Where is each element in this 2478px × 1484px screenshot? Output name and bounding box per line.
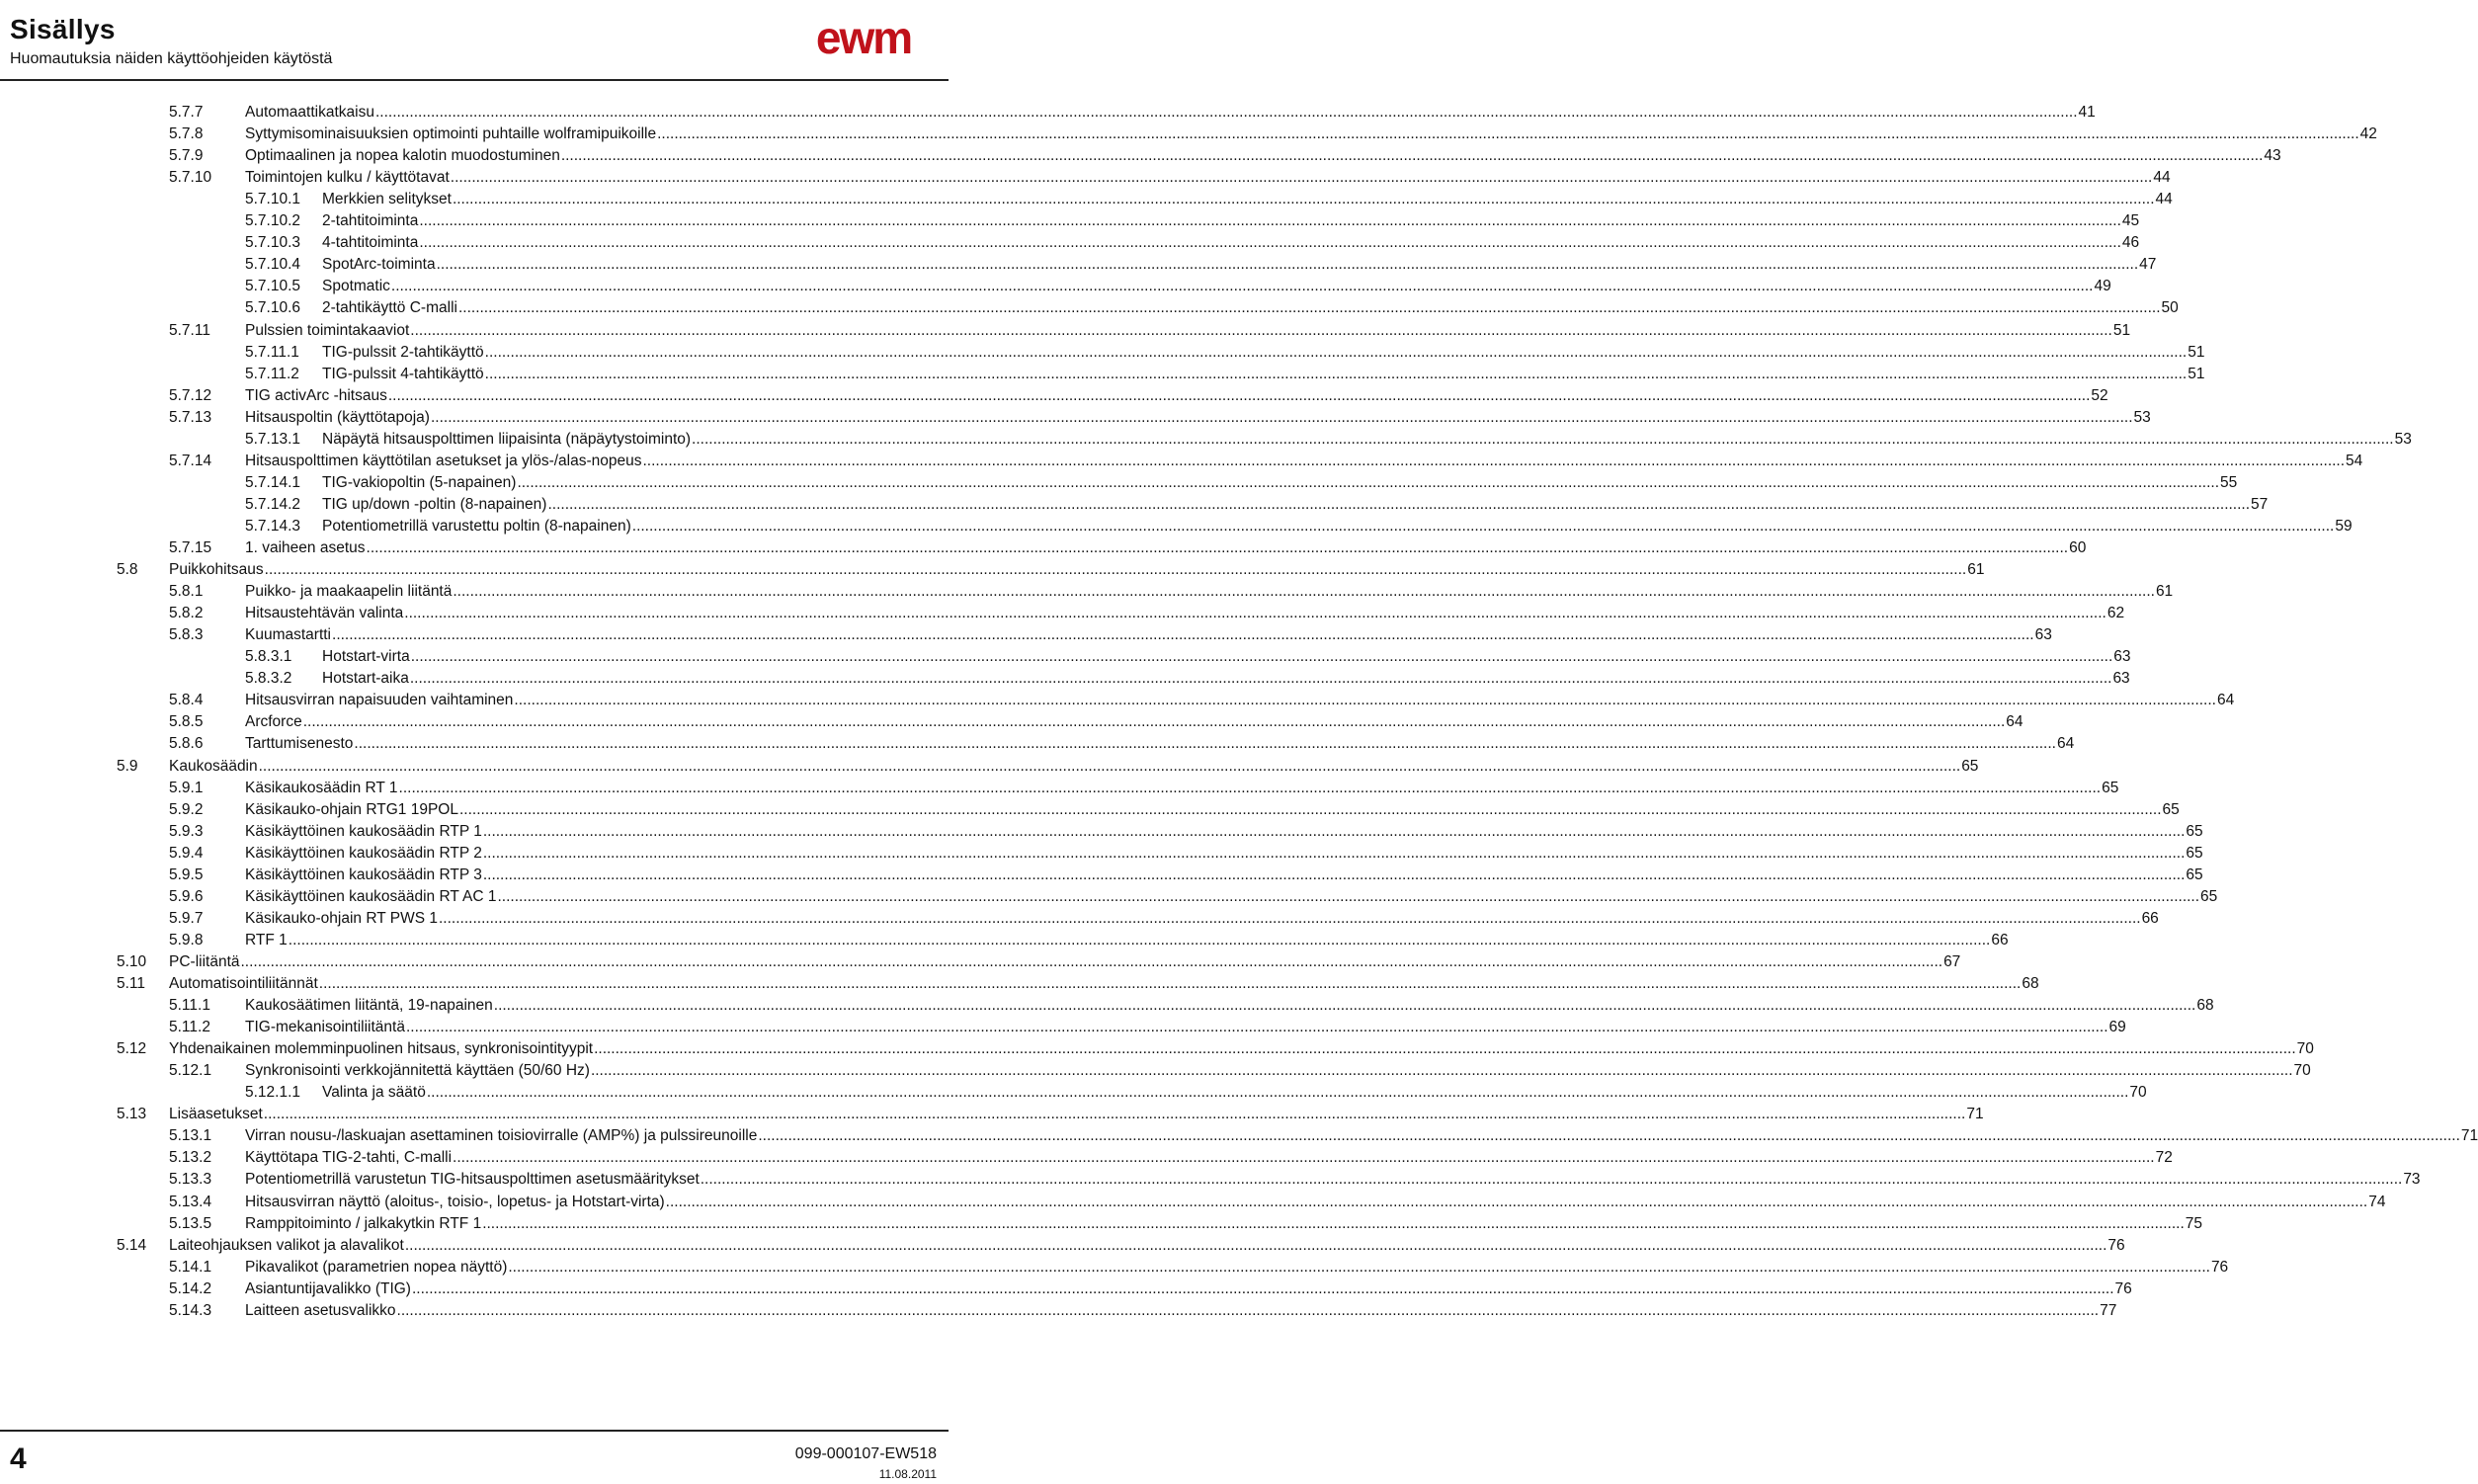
toc-entry-number: 5.7.10.1 bbox=[245, 191, 301, 208]
document-id: 099-000107-EW518 bbox=[794, 1445, 937, 1462]
toc-entry-title[interactable]: Kaukosäädin bbox=[169, 757, 258, 775]
toc-entry-page: 45 bbox=[2121, 212, 2140, 230]
toc-leader-dots: ................................................................................................................................................................................................................................................................................................................................................................................................................ bbox=[409, 670, 2112, 688]
toc-entry[interactable] bbox=[169, 320, 2131, 342]
toc-leader-dots: ................................................................................................................................................................................................................................................................................................................................................................................................................ bbox=[547, 495, 2251, 513]
toc-leader-dots: ................................................................................................................................................................................................................................................................................................................................................................................................................ bbox=[332, 626, 2034, 644]
toc-leader-dots: ................................................................................................................................................................................................................................................................................................................................................................................................................ bbox=[390, 278, 2094, 295]
toc-entry[interactable] bbox=[169, 124, 2377, 145]
toc-entry-title[interactable]: 2-tahtikäyttö C-malli bbox=[322, 299, 457, 317]
toc-leader-dots: ................................................................................................................................................................................................................................................................................................................................................................................................................ bbox=[387, 386, 2091, 404]
toc-leader-dots: ................................................................................................................................................................................................................................................................................................................................................................................................................ bbox=[508, 1258, 2210, 1276]
toc-entry-page: 65 bbox=[2186, 844, 2203, 862]
toc-entry-number: 5.8.5 bbox=[169, 713, 204, 731]
toc-entry-title[interactable]: Käyttötapa TIG-2-tahti, C-malli bbox=[245, 1149, 453, 1167]
toc-entry[interactable] bbox=[245, 232, 2140, 254]
toc-entry-page: 63 bbox=[2112, 670, 2130, 688]
toc-leader-dots: ................................................................................................................................................................................................................................................................................................................................................................................................................ bbox=[404, 1236, 2107, 1254]
toc-entry-title[interactable]: Lisäasetukset bbox=[169, 1106, 263, 1123]
toc-entry-page: 73 bbox=[2403, 1171, 2421, 1189]
toc-entry-number: 5.8.3 bbox=[169, 626, 204, 644]
toc-entry-number: 5.8 bbox=[117, 561, 138, 579]
toc-entry-number: 5.7.8 bbox=[169, 125, 204, 143]
toc-leader-dots: ................................................................................................................................................................................................................................................................................................................................................................................................................ bbox=[264, 561, 1967, 579]
toc-entry-number: 5.14.3 bbox=[169, 1301, 212, 1319]
toc-entry[interactable] bbox=[169, 145, 2281, 167]
toc-leader-dots: ................................................................................................................................................................................................................................................................................................................................................................................................................ bbox=[354, 735, 2056, 753]
page-subtitle: Huomautuksia näiden käyttöohjeiden käytöstä bbox=[10, 50, 333, 67]
toc-entry-title[interactable]: Automatisointiliitännät bbox=[169, 975, 318, 992]
toc-entry-page: 47 bbox=[2139, 256, 2157, 274]
toc-entry-page: 65 bbox=[2162, 800, 2180, 818]
logo-text: ewm bbox=[815, 12, 912, 63]
toc-entry[interactable] bbox=[169, 451, 2363, 472]
toc-entry[interactable] bbox=[169, 1060, 2311, 1082]
toc-entry-title[interactable]: TIG activArc -hitsaus bbox=[245, 386, 387, 404]
toc-entry-number: 5.7.7 bbox=[169, 104, 204, 121]
toc-leader-dots: ................................................................................................................................................................................................................................................................................................................................................................................................................ bbox=[692, 430, 2394, 448]
toc-entry-number: 5.9.5 bbox=[169, 866, 204, 883]
toc-entry-title[interactable]: Käsikauko-ohjain RT PWS 1 bbox=[245, 909, 438, 927]
toc-entry-title[interactable]: Kaukosäätimen liitäntä, 19-napainen bbox=[245, 997, 493, 1015]
toc-leader-dots: ................................................................................................................................................................................................................................................................................................................................................................................................................ bbox=[411, 1279, 2114, 1297]
toc-leader-dots: ................................................................................................................................................................................................................................................................................................................................................................................................................ bbox=[288, 931, 1991, 948]
toc-entry-number: 5.7.10.4 bbox=[245, 256, 301, 274]
toc-entry-number: 5.7.11.2 bbox=[245, 365, 299, 382]
toc-entry[interactable] bbox=[245, 276, 2111, 297]
toc-entry[interactable] bbox=[169, 1147, 2173, 1169]
toc-entry-number: 5.8.3.1 bbox=[245, 648, 292, 666]
toc-entry[interactable] bbox=[169, 385, 2108, 407]
toc-entry[interactable] bbox=[117, 951, 1961, 973]
toc-leader-dots: ................................................................................................................................................................................................................................................................................................................................................................................................................ bbox=[590, 1062, 2293, 1080]
toc-entry-number: 5.7.14.3 bbox=[245, 517, 301, 535]
toc-entry-page: 51 bbox=[2188, 343, 2205, 361]
toc-entry[interactable] bbox=[117, 559, 1985, 581]
toc-entry-number: 5.7.10.6 bbox=[245, 299, 301, 317]
toc-entry-number: 5.7.11 bbox=[169, 321, 210, 339]
toc-entry-title[interactable]: Laitteen asetusvalikko bbox=[245, 1301, 396, 1319]
toc-entry-title[interactable]: RTF 1 bbox=[245, 931, 288, 948]
toc-entry-number: 5.9.4 bbox=[169, 844, 204, 862]
toc-entry[interactable] bbox=[117, 1235, 2125, 1257]
toc-entry[interactable] bbox=[117, 973, 2039, 995]
toc-leader-dots: ................................................................................................................................................................................................................................................................................................................................................................................................................ bbox=[419, 212, 2121, 230]
toc-entry-title[interactable]: Hitsauspolttimen käyttötilan asetukset ja ylös-/alas-nopeus bbox=[245, 452, 642, 469]
toc-entry-number: 5.14.2 bbox=[169, 1279, 212, 1297]
toc-entry[interactable] bbox=[245, 364, 2205, 385]
toc-entry-title[interactable]: PC-liitäntä bbox=[169, 952, 240, 970]
toc-entry[interactable] bbox=[169, 537, 2087, 559]
toc-entry-page: 72 bbox=[2155, 1149, 2173, 1167]
toc-entry-title[interactable]: TIG-vakiopoltin (5-napainen) bbox=[322, 473, 517, 491]
toc-leader-dots: ................................................................................................................................................................................................................................................................................................................................................................................................................ bbox=[436, 256, 2139, 274]
toc-entry-number: 5.7.14.1 bbox=[245, 473, 301, 491]
toc-entry-page: 68 bbox=[2022, 975, 2039, 992]
toc-entry[interactable] bbox=[169, 821, 2203, 843]
toc-entry-page: 55 bbox=[2220, 473, 2238, 491]
toc-entry-title[interactable]: Näpäytä hitsauspolttimen liipaisinta (näpäytystoiminto) bbox=[322, 430, 692, 448]
toc-entry-number: 5.8.6 bbox=[169, 735, 204, 753]
toc-entry-number: 5.12 bbox=[117, 1040, 147, 1058]
toc-entry-page: 64 bbox=[2056, 735, 2075, 753]
toc-entry-page: 76 bbox=[2210, 1258, 2229, 1276]
toc-entry-title[interactable]: Potentiometrillä varustettu poltin (8-napainen) bbox=[322, 517, 631, 535]
toc-leader-dots: ................................................................................................................................................................................................................................................................................................................................................................................................................ bbox=[410, 648, 2113, 666]
toc-entry[interactable] bbox=[245, 429, 2412, 451]
toc-entry-title[interactable]: Käsikäyttöinen kaukosäädin RTP 3 bbox=[245, 866, 482, 883]
toc-leader-dots: ................................................................................................................................................................................................................................................................................................................................................................................................................ bbox=[517, 473, 2219, 491]
toc-entry[interactable] bbox=[169, 581, 2174, 603]
toc-entry[interactable] bbox=[169, 1017, 2126, 1038]
toc-entry-number: 5.9.8 bbox=[169, 931, 204, 948]
toc-leader-dots: ................................................................................................................................................................................................................................................................................................................................................................................................................ bbox=[263, 1106, 1966, 1123]
toc-entry-title[interactable]: Pikavalikot (parametrien nopea näyttö) bbox=[245, 1258, 508, 1276]
toc-entry-title[interactable]: Käsikauko-ohjain RTG1 19POL bbox=[245, 800, 458, 818]
toc-entry-number: 5.8.1 bbox=[169, 583, 204, 601]
toc-entry-title[interactable]: SpotArc-toiminta bbox=[322, 256, 436, 274]
toc-entry[interactable] bbox=[169, 407, 2151, 429]
toc-entry-page: 60 bbox=[2069, 539, 2087, 556]
toc-entry[interactable] bbox=[169, 886, 2218, 908]
toc-entry-title[interactable]: Merkkien selitykset bbox=[322, 191, 452, 208]
toc-entry-title[interactable]: Ramppitoiminto / jalkakytkin RTF 1 bbox=[245, 1214, 482, 1232]
toc-leader-dots: ................................................................................................................................................................................................................................................................................................................................................................................................................ bbox=[482, 866, 2186, 883]
toc-entry[interactable] bbox=[169, 624, 2052, 646]
toc-leader-dots: ................................................................................................................................................................................................................................................................................................................................................................................................................ bbox=[430, 408, 2133, 426]
header-divider bbox=[0, 79, 949, 81]
toc-leader-dots: ................................................................................................................................................................................................................................................................................................................................................................................................................ bbox=[318, 975, 2022, 992]
toc-entry[interactable] bbox=[169, 733, 2075, 755]
toc-entry[interactable] bbox=[169, 865, 2203, 886]
toc-entry-page: 62 bbox=[2106, 605, 2125, 622]
toc-entry-page: 43 bbox=[2264, 147, 2281, 165]
toc-leader-dots: ................................................................................................................................................................................................................................................................................................................................................................................................................ bbox=[758, 1127, 2460, 1145]
toc-entry-title[interactable]: Puikkohitsaus bbox=[169, 561, 264, 579]
toc-entry-number: 5.7.14 bbox=[169, 452, 212, 469]
toc-entry[interactable] bbox=[169, 603, 2125, 624]
toc-entry-page: 61 bbox=[2155, 583, 2174, 601]
toc-leader-dots: ................................................................................................................................................................................................................................................................................................................................................................................................................ bbox=[410, 321, 2112, 339]
toc-entry[interactable] bbox=[245, 516, 2353, 537]
toc-entry-page: 44 bbox=[2153, 169, 2171, 187]
toc-entry-page: 69 bbox=[2108, 1019, 2126, 1036]
toc-entry-title[interactable]: TIG-pulssit 4-tahtikäyttö bbox=[322, 365, 484, 382]
toc-leader-dots: ................................................................................................................................................................................................................................................................................................................................................................................................................ bbox=[700, 1171, 2403, 1189]
toc-entry[interactable] bbox=[245, 254, 2157, 276]
toc-entry-number: 5.7.13 bbox=[169, 408, 212, 426]
toc-entry-title[interactable]: Pulssien toimintakaaviot bbox=[245, 321, 410, 339]
toc-leader-dots: ................................................................................................................................................................................................................................................................................................................................................................................................................ bbox=[657, 125, 2359, 143]
toc-entry-page: 76 bbox=[2114, 1279, 2132, 1297]
toc-entry-number: 5.14.1 bbox=[169, 1258, 212, 1276]
toc-entry-number: 5.9.2 bbox=[169, 800, 204, 818]
toc-entry-page: 50 bbox=[2161, 299, 2179, 317]
toc-leader-dots: ................................................................................................................................................................................................................................................................................................................................................................................................................ bbox=[258, 757, 1961, 775]
toc-entry-title[interactable]: Syttymisominaisuuksien optimointi puhtaille wolframipuikoille bbox=[245, 125, 657, 143]
toc-entry[interactable] bbox=[169, 1278, 2132, 1300]
toc-entry-page: 63 bbox=[2113, 648, 2131, 666]
toc-entry-title[interactable]: TIG up/down -poltin (8-napainen) bbox=[322, 495, 547, 513]
toc-entry-number: 5.7.10.5 bbox=[245, 278, 301, 295]
toc-entry-title[interactable]: Asiantuntijavalikko (TIG) bbox=[245, 1279, 411, 1297]
toc-leader-dots: ................................................................................................................................................................................................................................................................................................................................................................................................................ bbox=[484, 343, 2188, 361]
toc-entry-page: 53 bbox=[2133, 408, 2151, 426]
toc-leader-dots: ................................................................................................................................................................................................................................................................................................................................................................................................................ bbox=[398, 779, 2102, 796]
toc-leader-dots: ................................................................................................................................................................................................................................................................................................................................................................................................................ bbox=[405, 1019, 2108, 1036]
toc-entry-number: 5.13.2 bbox=[169, 1149, 212, 1167]
toc-leader-dots: ................................................................................................................................................................................................................................................................................................................................................................................................................ bbox=[484, 365, 2188, 382]
toc-entry-title[interactable]: Hotstart-virta bbox=[322, 648, 410, 666]
toc-entry-number: 5.7.11.1 bbox=[245, 343, 299, 361]
toc-entry-number: 5.9 bbox=[117, 757, 138, 775]
toc-leader-dots: ................................................................................................................................................................................................................................................................................................................................................................................................................ bbox=[482, 844, 2186, 862]
toc-entry-title[interactable]: Spotmatic bbox=[322, 278, 390, 295]
toc-entry-title[interactable]: Hitsauspoltin (käyttötapoja) bbox=[245, 408, 430, 426]
toc-entry-number: 5.9.6 bbox=[169, 887, 204, 905]
toc-entry-page: 42 bbox=[2359, 125, 2377, 143]
toc-entry-title[interactable]: Puikko- ja maakaapelin liitäntä bbox=[245, 583, 453, 601]
ewm-logo bbox=[785, 12, 942, 63]
toc-entry-number: 5.13.5 bbox=[169, 1214, 212, 1232]
toc-entry-page: 63 bbox=[2034, 626, 2052, 644]
toc-entry-page: 65 bbox=[2102, 779, 2119, 796]
toc-entry[interactable] bbox=[169, 799, 2180, 821]
toc-entry-title[interactable]: Hotstart-aika bbox=[322, 670, 409, 688]
toc-entry-page: 68 bbox=[2196, 997, 2214, 1015]
toc-entry[interactable] bbox=[169, 1125, 2478, 1147]
toc-entry-page: 77 bbox=[2100, 1301, 2117, 1319]
toc-entry-page: 64 bbox=[2216, 692, 2235, 709]
footer-divider bbox=[0, 1430, 949, 1432]
toc-entry-number: 5.7.12 bbox=[169, 386, 212, 404]
toc-entry-title[interactable]: Potentiometrillä varustetun TIG-hitsauspolttimen asetusmääritykset bbox=[245, 1171, 700, 1189]
toc-leader-dots: ................................................................................................................................................................................................................................................................................................................................................................................................................ bbox=[439, 909, 2141, 927]
toc-entry[interactable] bbox=[245, 472, 2238, 494]
toc-leader-dots: ................................................................................................................................................................................................................................................................................................................................................................................................................ bbox=[594, 1040, 2296, 1058]
toc-entry-number: 5.13.3 bbox=[169, 1171, 212, 1189]
toc-entry[interactable] bbox=[245, 297, 2179, 319]
toc-entry[interactable] bbox=[169, 1192, 2386, 1213]
toc-entry-page: 65 bbox=[2186, 822, 2203, 840]
toc-entry-page: 71 bbox=[1966, 1106, 1984, 1123]
toc-leader-dots: ................................................................................................................................................................................................................................................................................................................................................................................................................ bbox=[560, 147, 2264, 165]
toc-entry-number: 5.7.10.3 bbox=[245, 234, 301, 252]
toc-leader-dots: ................................................................................................................................................................................................................................................................................................................................................................................................................ bbox=[404, 605, 2106, 622]
toc-entry-number: 5.9.1 bbox=[169, 779, 204, 796]
toc-entry-page: 64 bbox=[2006, 713, 2024, 731]
toc-leader-dots: ................................................................................................................................................................................................................................................................................................................................................................................................................ bbox=[453, 583, 2155, 601]
toc-leader-dots: ................................................................................................................................................................................................................................................................................................................................................................................................................ bbox=[642, 452, 2346, 469]
toc-entry-number: 5.7.10 bbox=[169, 169, 212, 187]
toc-entry-page: 51 bbox=[2112, 321, 2131, 339]
toc-entry-number: 5.8.4 bbox=[169, 692, 204, 709]
toc-entry-page: 59 bbox=[2335, 517, 2353, 535]
toc-entry[interactable] bbox=[169, 1257, 2229, 1278]
toc-entry-title[interactable]: 2-tahtitoiminta bbox=[322, 212, 419, 230]
page-number: 4 bbox=[10, 1443, 27, 1475]
toc-entry-page: 65 bbox=[2200, 887, 2218, 905]
toc-entry-number: 5.11 bbox=[117, 975, 146, 992]
toc-entry-number: 5.9.3 bbox=[169, 822, 204, 840]
toc-entry[interactable] bbox=[245, 342, 2205, 364]
toc-leader-dots: ................................................................................................................................................................................................................................................................................................................................................................................................................ bbox=[450, 169, 2153, 187]
toc-entry[interactable] bbox=[245, 646, 2131, 668]
toc-entry-page: 46 bbox=[2121, 234, 2140, 252]
toc-entry-number: 5.13.1 bbox=[169, 1127, 212, 1145]
toc-entry[interactable] bbox=[169, 995, 2214, 1017]
toc-leader-dots: ................................................................................................................................................................................................................................................................................................................................................................................................................ bbox=[453, 1149, 2155, 1167]
toc-leader-dots: ................................................................................................................................................................................................................................................................................................................................................................................................................ bbox=[374, 104, 2078, 121]
toc-entry-title[interactable]: Käsikäyttöinen kaukosäädin RT AC 1 bbox=[245, 887, 497, 905]
toc-entry-number: 5.12.1.1 bbox=[245, 1084, 301, 1102]
toc-entry[interactable] bbox=[245, 668, 2130, 690]
toc-entry-title[interactable]: Hitsausvirran näyttö (aloitus-, toisio-, lopetus- ja Hotstart-virta) bbox=[245, 1193, 665, 1210]
toc-entry-number: 5.7.10.2 bbox=[245, 212, 301, 230]
toc-leader-dots: ................................................................................................................................................................................................................................................................................................................................................................................................................ bbox=[514, 692, 2216, 709]
toc-entry[interactable] bbox=[117, 1038, 2314, 1060]
toc-leader-dots: ................................................................................................................................................................................................................................................................................................................................................................................................................ bbox=[240, 952, 1943, 970]
document-date: 11.08.2011 bbox=[878, 1467, 937, 1481]
toc-entry-page: 74 bbox=[2368, 1193, 2386, 1210]
toc-leader-dots: ................................................................................................................................................................................................................................................................................................................................................................................................................ bbox=[452, 191, 2155, 208]
toc-entry-number: 5.11.1 bbox=[169, 997, 210, 1015]
toc-entry-title[interactable]: Optimaalinen ja nopea kalotin muodostuminen bbox=[245, 147, 560, 165]
toc-entry[interactable] bbox=[169, 711, 2024, 733]
toc-leader-dots: ................................................................................................................................................................................................................................................................................................................................................................................................................ bbox=[457, 299, 2161, 317]
toc-entry-title[interactable]: TIG-mekanisointiliitäntä bbox=[245, 1019, 405, 1036]
toc-entry-title[interactable]: Synkronisointi verkkojännitettä käyttäen (50/60 Hz) bbox=[245, 1062, 590, 1080]
toc-entry[interactable] bbox=[169, 1300, 2117, 1322]
toc-entry-page: 66 bbox=[2141, 909, 2159, 927]
toc-leader-dots: ................................................................................................................................................................................................................................................................................................................................................................................................................ bbox=[665, 1193, 2368, 1210]
toc-leader-dots: ................................................................................................................................................................................................................................................................................................................................................................................................................ bbox=[493, 997, 2196, 1015]
toc-entry[interactable] bbox=[169, 1213, 2202, 1235]
toc-entry-title[interactable]: Käsikäyttöinen kaukosäädin RTP 2 bbox=[245, 844, 482, 862]
toc-entry-title[interactable]: Valinta ja säätö bbox=[322, 1084, 426, 1102]
toc-entry-page: 61 bbox=[1967, 561, 1985, 579]
toc-entry-number: 5.14 bbox=[117, 1236, 147, 1254]
toc-leader-dots: ................................................................................................................................................................................................................................................................................................................................................................................................................ bbox=[302, 713, 2006, 731]
toc-leader-dots: ................................................................................................................................................................................................................................................................................................................................................................................................................ bbox=[631, 517, 2335, 535]
toc-entry-number: 5.9.7 bbox=[169, 909, 204, 927]
toc-entry[interactable] bbox=[169, 1169, 2421, 1191]
toc-entry[interactable] bbox=[169, 843, 2203, 865]
toc-entry[interactable] bbox=[169, 908, 2159, 930]
toc-entry-page: 76 bbox=[2107, 1236, 2125, 1254]
toc-leader-dots: ................................................................................................................................................................................................................................................................................................................................................................................................................ bbox=[366, 539, 2069, 556]
toc-entry[interactable] bbox=[169, 778, 2119, 799]
toc-entry-number: 5.11.2 bbox=[169, 1019, 210, 1036]
toc-entry-title[interactable]: 1. vaiheen asetus bbox=[245, 539, 366, 556]
toc-entry-title[interactable]: Tarttumisenesto bbox=[245, 735, 354, 753]
toc-entry[interactable] bbox=[117, 1104, 1984, 1125]
toc-entry-title[interactable]: Laiteohjauksen valikot ja alavalikot bbox=[169, 1236, 404, 1254]
toc-leader-dots: ................................................................................................................................................................................................................................................................................................................................................................................................................ bbox=[497, 887, 2200, 905]
toc-leader-dots: ................................................................................................................................................................................................................................................................................................................................................................................................................ bbox=[482, 822, 2186, 840]
toc-entry[interactable] bbox=[169, 102, 2096, 124]
toc-leader-dots: ................................................................................................................................................................................................................................................................................................................................................................................................................ bbox=[396, 1301, 2100, 1319]
toc-entry-number: 5.7.9 bbox=[169, 147, 204, 165]
toc-entry-page: 70 bbox=[2129, 1084, 2147, 1102]
toc-entry-page: 71 bbox=[2460, 1127, 2478, 1145]
toc-entry-page: 75 bbox=[2185, 1214, 2202, 1232]
toc-entry-page: 70 bbox=[2296, 1040, 2314, 1058]
toc-entry-page: 57 bbox=[2251, 495, 2269, 513]
toc-entry-number: 5.10 bbox=[117, 952, 147, 970]
toc-entry-number: 5.13 bbox=[117, 1106, 147, 1123]
toc-entry-page: 67 bbox=[1943, 952, 1961, 970]
toc-entry[interactable] bbox=[169, 930, 2009, 951]
toc-entry-number: 5.7.14.2 bbox=[245, 495, 301, 513]
toc-entry-page: 54 bbox=[2346, 452, 2363, 469]
toc-leader-dots: ................................................................................................................................................................................................................................................................................................................................................................................................................ bbox=[482, 1214, 2185, 1232]
toc-entry-title[interactable]: Hitsausvirran napaisuuden vaihtaminen bbox=[245, 692, 514, 709]
toc-leader-dots: ................................................................................................................................................................................................................................................................................................................................................................................................................ bbox=[426, 1084, 2129, 1102]
toc-entry-title[interactable]: Toimintojen kulku / käyttötavat bbox=[245, 169, 450, 187]
toc-entry-number: 5.7.13.1 bbox=[245, 430, 301, 448]
toc-entry[interactable] bbox=[117, 756, 1979, 778]
toc-entry-title[interactable]: Virran nousu-/laskuajan asettaminen toisiovirralle (AMP%) ja pulssireunoille bbox=[245, 1127, 758, 1145]
toc-leader-dots: ................................................................................................................................................................................................................................................................................................................................................................................................................ bbox=[458, 800, 2162, 818]
toc-entry-title[interactable]: Kuumastartti bbox=[245, 626, 332, 644]
toc-entry-title[interactable]: Arcforce bbox=[245, 713, 302, 731]
toc-entry-number: 5.8.2 bbox=[169, 605, 204, 622]
toc-entry[interactable] bbox=[245, 1082, 2147, 1104]
toc-entry-number: 5.13.4 bbox=[169, 1193, 212, 1210]
toc-entry-page: 65 bbox=[2186, 866, 2203, 883]
toc-entry-page: 66 bbox=[1991, 931, 2009, 948]
toc-entry-title[interactable]: Käsikäyttöinen kaukosäädin RTP 1 bbox=[245, 822, 482, 840]
toc-leader-dots: ................................................................................................................................................................................................................................................................................................................................................................................................................ bbox=[419, 234, 2121, 252]
toc-entry-title[interactable]: 4-tahtitoiminta bbox=[322, 234, 419, 252]
toc-entry[interactable] bbox=[245, 189, 2173, 210]
toc-entry-page: 49 bbox=[2094, 278, 2111, 295]
toc-entry-number: 5.8.3.2 bbox=[245, 670, 292, 688]
toc-entry[interactable] bbox=[169, 690, 2235, 711]
toc-entry-number: 5.7.15 bbox=[169, 539, 212, 556]
toc-entry[interactable] bbox=[245, 494, 2269, 516]
toc-entry-title[interactable]: TIG-pulssit 2-tahtikäyttö bbox=[322, 343, 484, 361]
toc-entry-page: 44 bbox=[2155, 191, 2173, 208]
toc-entry-page: 65 bbox=[1961, 757, 1979, 775]
toc-entry-title[interactable]: Automaattikatkaisu bbox=[245, 104, 374, 121]
toc-entry-page: 53 bbox=[2394, 430, 2412, 448]
toc-entry[interactable] bbox=[245, 210, 2140, 232]
toc-entry-page: 52 bbox=[2091, 386, 2108, 404]
toc-entry-page: 70 bbox=[2293, 1062, 2311, 1080]
toc-entry[interactable] bbox=[169, 167, 2171, 189]
toc-entry-page: 41 bbox=[2078, 104, 2096, 121]
toc-entry-number: 5.12.1 bbox=[169, 1062, 212, 1080]
toc-entry-title[interactable]: Hitsaustehtävän valinta bbox=[245, 605, 404, 622]
toc-entry-title[interactable]: Käsikaukosäädin RT 1 bbox=[245, 779, 398, 796]
toc-entry-page: 51 bbox=[2188, 365, 2205, 382]
toc-entry-title[interactable]: Yhdenaikainen molemminpuolinen hitsaus, synkronisointityypit bbox=[169, 1040, 594, 1058]
page-title: Sisällys bbox=[10, 14, 116, 44]
